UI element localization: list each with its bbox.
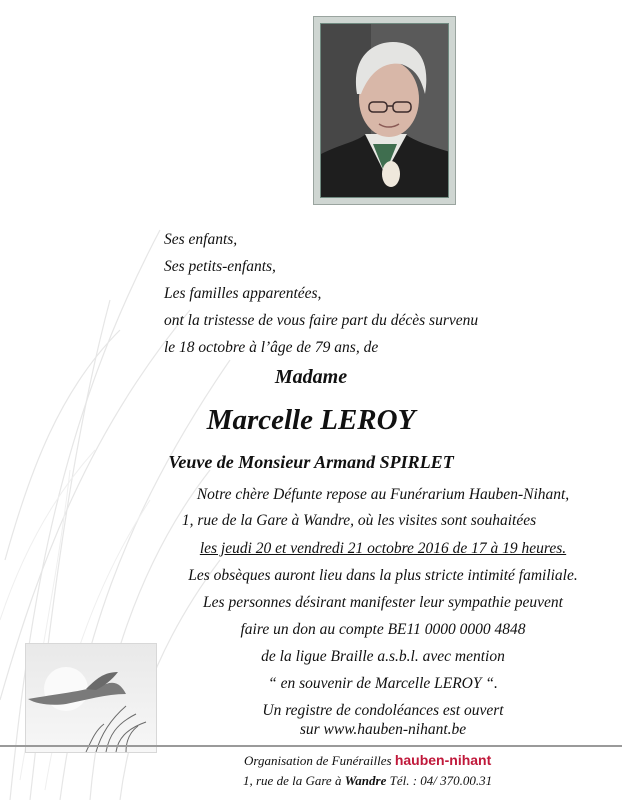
brand-logo: hauben-nihant (394, 752, 492, 768)
deceased-name: Marcelle LEROY (206, 404, 416, 436)
bird-illustration (25, 643, 157, 753)
family-line: Ses enfants, (164, 231, 238, 248)
detail-line: de la ligue Braille a.s.b.l. avec mention (261, 648, 505, 665)
footer-divider (0, 745, 622, 747)
family-announcement (164, 226, 478, 361)
honorific: Madame (274, 366, 348, 388)
address-prefix: 1, rue de la Gare à (243, 773, 342, 788)
detail-line: Notre chère Défunte repose au Funérarium Hauben-Nihant, (196, 486, 570, 503)
family-line: Ses petits-enfants, (164, 258, 276, 275)
address-town: Wandre (344, 773, 387, 788)
detail-line: Les personnes désirant manifester leur sympathie peuvent (203, 594, 563, 611)
website-line: sur www.hauben-nihant.be (299, 721, 467, 738)
bank-account-line: faire un don au compte BE11 0000 0000 4848 (240, 621, 526, 638)
widow-of: Veuve de Monsieur Armand SPIRLET (168, 452, 454, 472)
family-line: ont la tristesse de vous faire part du décès survenu (164, 312, 479, 329)
family-line: Les familles apparentées, (164, 285, 322, 302)
portrait-frame (313, 16, 456, 205)
portrait-image (321, 24, 449, 198)
organisation-label: Organisation de Funérailles (244, 753, 392, 768)
footer-organisation (244, 752, 491, 769)
detail-line: “ en souvenir de Marcelle LEROY “. (268, 675, 498, 692)
bird-icon (26, 644, 156, 752)
detail-line: Les obsèques auront lieu dans la plus stricte intimité familiale. (188, 567, 578, 584)
detail-line: 1, rue de la Gare à Wandre, où les visites sont souhaitées (181, 512, 537, 529)
detail-line: Un registre de condoléances est ouvert (262, 702, 504, 719)
footer-address (243, 773, 492, 789)
portrait-photo (320, 23, 449, 198)
visiting-hours: les jeudi 20 et vendredi 21 octobre 2016 de 17 à 19 heures. (199, 540, 567, 557)
phone: Tél. : 04/ 370.00.31 (389, 773, 493, 788)
family-line: le 18 octobre à l’âge de 79 ans, de (164, 339, 379, 356)
